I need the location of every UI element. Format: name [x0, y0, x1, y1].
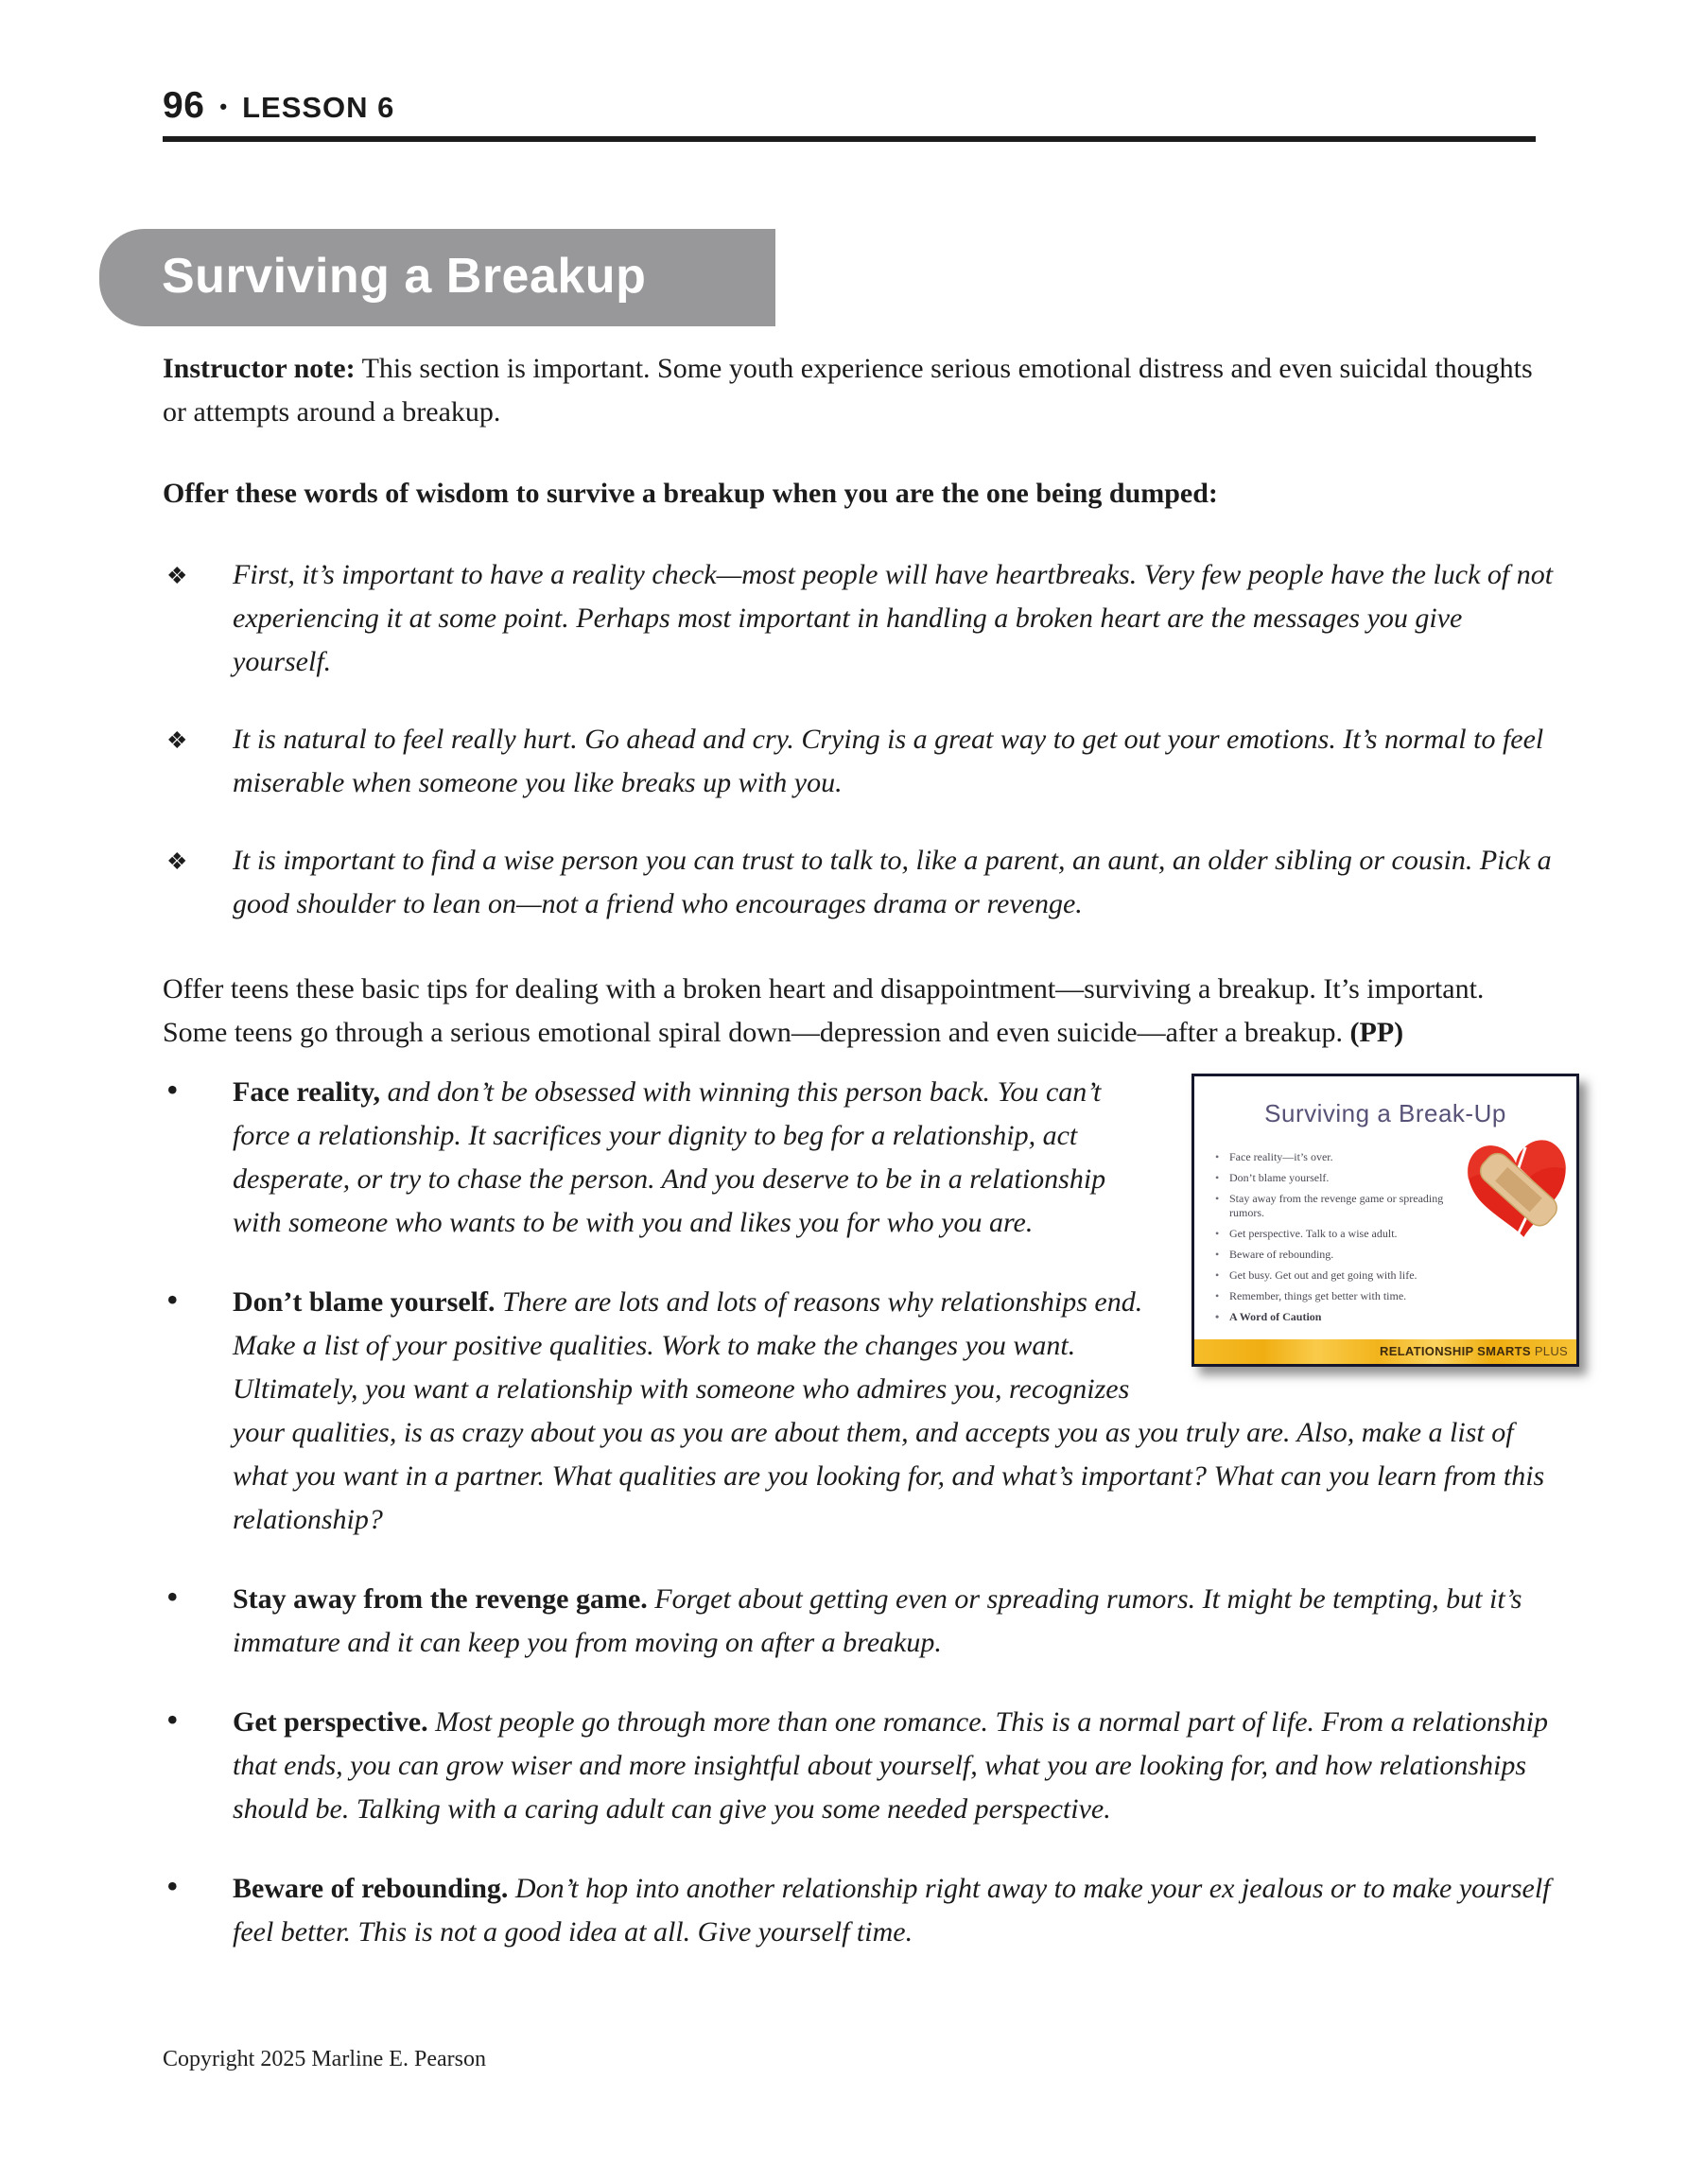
- slide-bullet-icon: •: [1215, 1171, 1220, 1184]
- wisdom-item: [163, 839, 1555, 926]
- tip-text: and don’t be obsessed with winning this person back. You can’t force a relationship. It sacrifices your dignity to beg for a relationship, act desperate, or try to chase the person. And you deserve to be in a relationship with someone who wants to be with you and likes you for who you are.: [233, 1076, 1106, 1238]
- slide-bullet-icon: •: [1215, 1192, 1220, 1205]
- slide-bullet-text: Get perspective. Talk to a wise adult.: [1229, 1227, 1398, 1240]
- header-separator-dot: •: [219, 95, 228, 118]
- slide-bullet-icon: •: [1215, 1289, 1220, 1302]
- round-bullet-icon: •: [166, 1578, 179, 1616]
- tips-intro-paragraph: [163, 968, 1555, 1055]
- tip-item: [163, 1071, 1555, 1245]
- instructor-note-label: Instructor note:: [163, 353, 356, 384]
- slide-bullet-text: Beware of rebounding.: [1229, 1248, 1334, 1261]
- round-bullet-icon: •: [166, 1281, 179, 1319]
- slide-bullet-icon: •: [1215, 1227, 1220, 1240]
- slide-bullet-icon: •: [1215, 1150, 1220, 1163]
- tip-lead: Get perspective.: [233, 1706, 428, 1738]
- page-footer: Copyright 2025 Marline E. Pearson: [163, 2047, 486, 2071]
- slide-bullet-text: Face reality—it’s over.: [1229, 1150, 1333, 1163]
- section-banner: [99, 229, 775, 326]
- section-title: Surviving a Breakup: [162, 249, 647, 304]
- wisdom-item: [163, 718, 1555, 805]
- round-bullet-icon: •: [166, 1867, 179, 1905]
- wisdom-list: [163, 553, 1555, 926]
- tip-lead: Beware of rebounding.: [233, 1873, 509, 1904]
- tips-intro-text: Offer teens these basic tips for dealing with a broken heart and disappointment—surviving a breakup. It’s important. Some teens go through a serious emotional spiral down—depression and even suicide—after a breakup.: [163, 973, 1485, 1048]
- slide-bullet-icon: •: [1215, 1310, 1220, 1323]
- diamond-bullet-icon: ❖: [166, 564, 188, 589]
- slide-bullet-text: Remember, things get better with time.: [1229, 1289, 1407, 1302]
- wisdom-item: [163, 553, 1555, 684]
- slide-bullet-icon: •: [1215, 1248, 1220, 1261]
- pp-marker: (PP): [1349, 1017, 1404, 1048]
- tip-lead: Don’t blame yourself.: [233, 1286, 496, 1318]
- lesson-label: LESSON 6: [242, 91, 395, 124]
- wisdom-item-text: It is natural to feel really hurt. Go ahead and cry. Crying is a great way to get out your emotions. It’s normal to feel miserable when someone you like breaks up with you.: [233, 724, 1544, 798]
- float-spacer: [1553, 968, 1555, 1074]
- tip-item: [163, 1281, 1555, 1542]
- tip-lead: Stay away from the revenge game.: [233, 1583, 648, 1615]
- tip-item: [163, 1578, 1555, 1665]
- slide-bullet-item: [1213, 1248, 1461, 1262]
- slide-title: Surviving a Break-Up: [1264, 1099, 1506, 1127]
- page-header: [163, 85, 1555, 127]
- slide-bullet-text: Get busy. Get out and get going with life.: [1229, 1268, 1417, 1282]
- tips-list: [163, 1071, 1555, 1954]
- tip-text: There are lots and lots of reasons why relationships end. Make a list of your positive qualities. Work to make the changes you want. Ultimately, you want a relationship with someone who admires you, recognizes your qualities, is as crazy about you as you are about them, and accepts you as you truly are. Also, make a list of what you want in a partner. What qualities are you looking for, and what’s important? What can you learn from this relationship?: [233, 1286, 1545, 1535]
- tip-text: Most people go through more than one romance. This is a normal part of life. From a relationship that ends, you can grow wiser and more insightful about yourself, what you are looking for, and how relationships should be. Talking with a caring adult can give you some needed perspective.: [233, 1706, 1548, 1825]
- tip-text: Forget about getting even or spreading rumors. It might be tempting, but it’s immature and it can keep you from moving on after a breakup.: [233, 1583, 1522, 1658]
- wisdom-heading: Offer these words of wisdom to survive a breakup when you are the one being dumped:: [163, 478, 1218, 509]
- slide-bullet-text: A Word of Caution: [1229, 1310, 1322, 1323]
- brand-bold-text: RELATIONSHIP SMARTS: [1380, 1344, 1531, 1358]
- round-bullet-icon: •: [166, 1701, 179, 1738]
- slide-bullet-icon: •: [1215, 1268, 1220, 1282]
- tip-text: Don’t hop into another relationship right away to make your ex jealous or to make yourself feel better. This is not a good idea at all. Give yourself time.: [233, 1873, 1551, 1948]
- wisdom-item-text: It is important to find a wise person you can trust to talk to, like a parent, an aunt, an older sibling or cousin. Pick a good shoulder to lean on—not a friend who encourages drama or revenge.: [233, 845, 1552, 919]
- slide-bullet-text: Don’t blame yourself.: [1229, 1171, 1330, 1184]
- slide-bullet-text: Stay away from the revenge game or spreading rumors.: [1229, 1192, 1444, 1219]
- brand-light-text: PLUS: [1534, 1344, 1568, 1358]
- page-number: 96: [163, 85, 205, 126]
- tips-section: [163, 968, 1568, 1954]
- instructor-note-text: This section is important. Some youth experience serious emotional distress and even suicidal thoughts or attempts around a breakup.: [163, 353, 1533, 428]
- tip-item: [163, 1867, 1555, 1954]
- wisdom-item-text: First, it’s important to have a reality check—most people will have heartbreaks. Very few people have the luck of not experiencing it at some point. Perhaps most important in handling a broken heart are the messages you give yourself.: [233, 559, 1554, 677]
- tip-lead: Face reality,: [233, 1076, 381, 1108]
- tip-item: [163, 1701, 1555, 1831]
- instructor-note: [163, 347, 1555, 434]
- header-rule: [163, 136, 1536, 142]
- diamond-bullet-icon: ❖: [166, 728, 188, 754]
- round-bullet-icon: •: [166, 1071, 179, 1109]
- diamond-bullet-icon: ❖: [166, 849, 188, 875]
